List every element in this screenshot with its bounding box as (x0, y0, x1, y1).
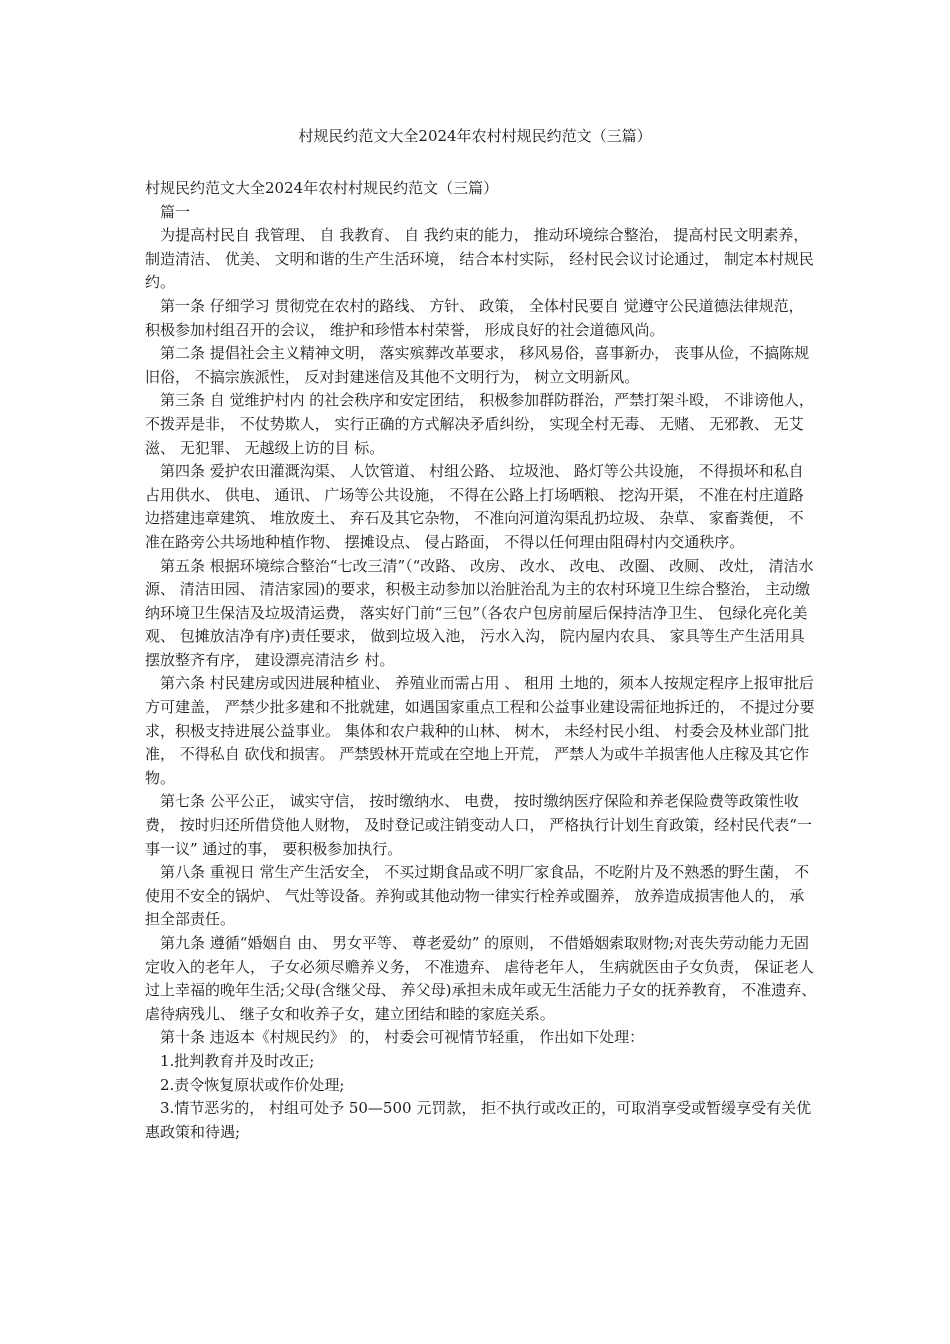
paragraph-article-6: 第六条 村民建房或因进展种植业、 养殖业而需占用 、 租用 土地的，须本人按规定程序上报审批后方可建盖， 严禁少批多建和不批就建，如遇国家重点工程和公益事业建设需征地拆迁的， 不提过分要求，积极支持进展公益事业。 集体和农户栽种的山林、 树木， 未经村民小组、 村委会及林业部门批准， 不得私自 砍伐和损害。 严禁毁林开荒或在空地上开荒， 严禁人为或牛羊损害他人庄稼及其它作物。 (145, 674, 815, 787)
section-heading: 篇一 (160, 202, 191, 221)
list-item-3: 3.情节恶劣的， 村组可处予 50—500 元罚款， 拒不执行或改正的，可取消享受或暂缓享受有关优惠政策和待遇; (145, 1099, 812, 1141)
paragraph-article-9: 第九条 遵循“婚姻自 由、 男女平等、 尊老爱幼” 的原则， 不借婚姻索取财物;对丧失劳动能力无固定收入的老年人， 子女必须尽赡养义务， 不准遗弃、 虐待老年人， 生病就医由子女负责， 保证老人过上幸福的晚年生活;父母(含继父母、 养父母)承担未成年或无生活能力子女的抚养教育， 不准遗弃、 虐待病残儿、 继子女和收养子女，建立团结和睦的家庭关系。 (145, 934, 817, 1023)
document-body (145, 177, 817, 1144)
paragraph-article-3: 第三条 自 觉维护村内 的社会秩序和安定团结， 积极参加群防群治，严禁打架斗殴， 不诽谤他人， 不拨弄是非， 不仗势欺人， 实行正确的方式解决矛盾纠纷， 实现全村无毒、 无赌、 无邪教、 无艾滋、 无犯罪、 无越级上访的目 标。 (145, 391, 814, 457)
list-item-1: 1.批判教育并及时改正; (160, 1051, 315, 1070)
paragraph-article-8: 第八条 重视日 常生产生活安全， 不买过期食品或不明厂家食品，不吃附片及不熟悉的野生菌， 不使用不安全的锅炉、 气灶等设备。养狗或其他动物一律实行栓养或圈养， 放养造成损害他人的， 承担全部责任。 (145, 863, 810, 929)
document-subtitle: 村规民约范文大全2024年农村村规民约范文（三篇） (145, 179, 499, 197)
list-item-2: 2.责令恢复原状或作价处理; (160, 1075, 345, 1094)
paragraph-article-4: 第四条 爱护农田灌溉沟渠、 人饮管道、 村组公路、 垃圾池、 路灯等公共设施， 不得损坏和私自 占用供水、 供电、 通讯、 广场等公共设施， 不得在公路上打场晒粮、 挖沟开渠， 不准在村庄道路边搭建违章建筑、 堆放废土、 弃石及其它杂物， 不准向河道沟渠乱扔垃圾、 杂草、 家畜粪便， 不准在路旁公共场地种植作物、 摆摊设点、 侵占路面， 不得以任何理由阻碍村内交通秩序。 (145, 462, 804, 551)
paragraph-article-7: 第七条 公平公正， 诚实守信， 按时缴纳水、 电费， 按时缴纳医疗保险和养老保险费等政策性收费， 按时归还所借贷他人财物， 及时登记或注销变动人口， 严格执行计划生育政策，经村民代表“一事一议” 通过的事， 要积极参加执行。 (145, 792, 812, 858)
paragraph-article-2: 第二条 提倡社会主义精神文明， 落实殡葬改革要求， 移风易俗，喜事新办， 丧事从俭，不搞陈规旧俗， 不搞宗族派性， 反对封建迷信及其他不文明行为， 树立文明新风。 (145, 344, 810, 386)
paragraph-article-1: 第一条 仔细学习 贯彻党在农村的路线、 方针、 政策， 全体村民要自 觉遵守公民道德法律规范， 积极参加村组召开的会议， 维护和珍惜本村荣誉， 形成良好的社会道德风尚。 (145, 296, 804, 339)
paragraph-article-5: 第五条 根据环境综合整治“七改三清”（“改路、 改房、 改水、 改电、 改圈、 改厕、 改灶， 清洁水源、 清洁田园、 清洁家园)的要求，积极主动参加以治脏治乱为主的农村环境卫生综合整治， 主动缴纳环境卫生保洁及垃圾清运费， 落实好门前“三包”（各农户包房前屋后保持洁净卫生、 包绿化亮化美观、 包摊放洁净有序)责任要求， 做到垃圾入池， 污水入沟， 院内屋内农具、 家具等生产生活用具摆放整齐有序， 建设漂亮清洁乡 村。 (145, 556, 814, 669)
paragraph-preamble: 为提高村民自 我管理、 自 我教育、 自 我约束的能力， 推动环境综合整治， 提高村民文明素养， 制造清洁、 优美、 文明和谐的生产生活环境， 结合本村实际， 经村民会议讨论通过， 制定本村规民约。 (145, 226, 814, 292)
document-title: 村规民约范文大全2024年农村村规民约范文（三篇） (298, 127, 652, 145)
paragraph-article-10: 第十条 违返本《村规民约》 的， 村委会可视情节轻重， 作出如下处理： (160, 1028, 645, 1047)
